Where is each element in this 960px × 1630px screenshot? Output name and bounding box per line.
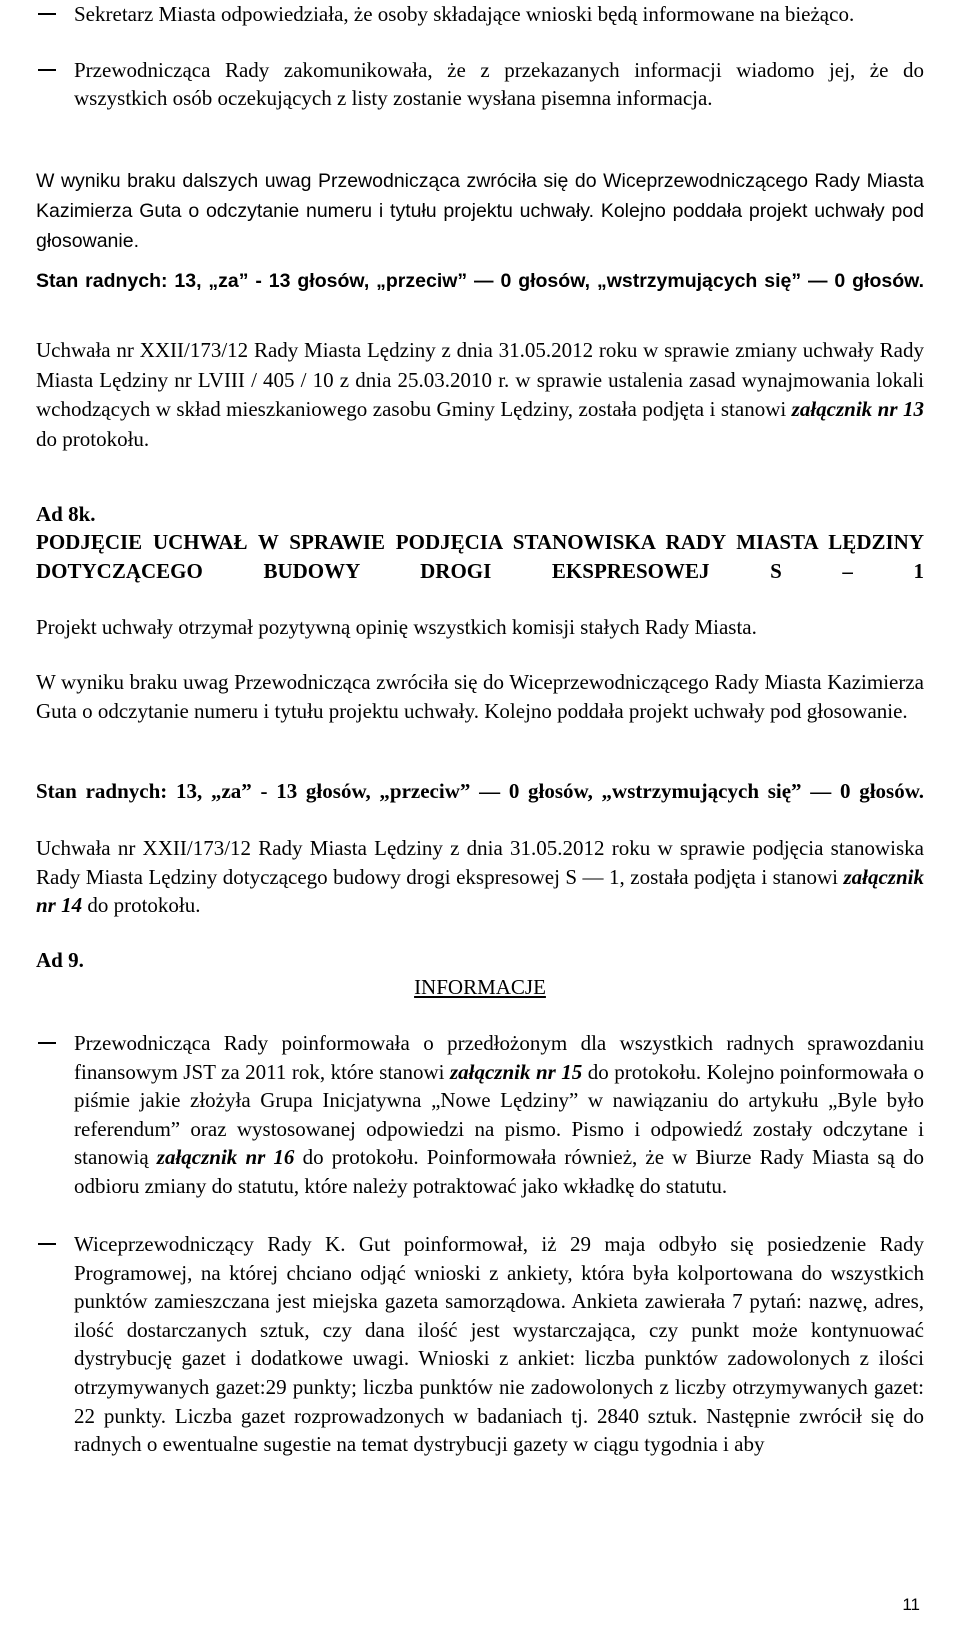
paragraph: W wyniku braku uwag Przewodnicząca zwróciła się do Wiceprzewodniczącego Rady Miasta Kazimierza Guta o odczytanie numeru i tytułu projektu uchwały. Kolejno poddała projekt uchwały pod głosowanie. xyxy=(36,670,924,723)
resolution-text: Uchwała nr XXII/173/12 Rady Miasta Lędziny z dnia 31.05.2012 roku w sprawie zmiany uchwały Rady Miasta Lędziny nr LVIII / 405 / 10 z dnia 25.03.2010 r. w sprawie ustalenia zasad wynajmowania lokali wchodzących w skład mieszkaniowego zasobu Gminy Lędziny, została podjęta i stanowi xyxy=(36,338,924,421)
section-title: PODJĘCIE UCHWAŁ W SPRAWIE PODJĘCIA STANOWISKA RADY MIASTA LĘDZINY DOTYCZĄCEGO BUDOWY DROGI EKSPRESOWEJ S – 1 xyxy=(36,530,924,583)
list-item xyxy=(36,1230,924,1459)
section-label: Ad 8k. xyxy=(36,502,96,526)
info-text: do protokołu. Kolejno poinformowała o piśmie jakie złożyła Grupa Inicjatywna „Nowe Lędziny” w nawiązaniu do artykułu „Byle było referendum” oraz wystosowanej odpowiedzi na pismo. Pismo i odpowiedź zostały odczytane i stanowią xyxy=(74,1059,924,1170)
resolution-paragraph xyxy=(36,336,924,454)
info-text: do protokołu. Poinformowała również, że w Biurze Rady Miasta są do odbioru zmiany do statutu, które należy potraktować jako wkładkę do statutu. xyxy=(74,1145,924,1198)
resolution-paragraph xyxy=(36,834,924,920)
attachment-ref: załącznik nr 15 xyxy=(449,1059,583,1084)
list-item xyxy=(36,1029,924,1201)
page-number: 11 xyxy=(902,1595,920,1614)
attachment-ref: załącznik nr 13 xyxy=(791,397,924,421)
list-item-text: Przewodnicząca Rady zakomunikowała, że z przekazanych informacji wiadomo jej, że do wszystkich osób oczekujących z listy zostanie wysłana pisemna informacja. xyxy=(74,58,924,110)
section-label: Ad 9. xyxy=(36,948,84,972)
vote-result: Stan radnych: 13, „za” - 13 głosów, „przeciw” — 0 głosów, „wstrzymujących się” — 0 głosów. xyxy=(36,779,924,803)
section-title: INFORMACJE xyxy=(414,975,546,999)
list-item-text xyxy=(74,1029,924,1201)
resolution-text: Uchwała nr XXII/173/12 Rady Miasta Lędziny z dnia 31.05.2012 roku w sprawie podjęcia stanowiska Rady Miasta Lędziny dotyczącego budowy drogi ekspresowej S — 1, została podjęta i stanowi xyxy=(36,836,924,889)
list-item-text: Sekretarz Miasta odpowiedziała, że osoby składające wnioski będą informowane na bieżąco. xyxy=(74,2,855,26)
attachment-ref: załącznik nr 14 xyxy=(36,864,924,917)
paragraph: Projekt uchwały otrzymał pozytywną opinię wszystkich komisji stałych Rady Miasta. xyxy=(36,615,757,639)
list-item xyxy=(36,0,924,28)
list-item-text: Wiceprzewodniczący Rady K. Gut poinformował, iż 29 maja odbyło się posiedzenie Rady Programowej, na której chciano odjąć wnioski z ankiety, która była kolportowana do wszystkich punktów zamieszczana jest miejska gazeta samorządowa. Ankieta zawierała 7 pytań: nazwę, adres, ilość dostarczanych sztuk, czy dana ilość jest wystarczająca, czy punkt może kontynuować dystrybucję gazet i dodatkowe uwagi. Wnioski z ankiet: liczba punktów zadowolonych z ilości otrzymywanych gazet:29 punkty; liczba punktów nie zadowolonych z liczby otrzymywanych gazet: 22 punkty. Liczba gazet rozprowadzonych w badaniach tj. 2840 sztuk. Następnie zwrócił się do radnych o ewentualne sugestie na temat dystrybucji gazety w ciągu tygodnia i aby xyxy=(74,1232,924,1457)
paragraph: W wyniku braku dalszych uwag Przewodnicząca zwróciła się do Wiceprzewodniczącego Rady Miasta Kazimierza Guta o odczytanie numeru i tytułu projektu uchwały. Kolejno poddała projekt uchwały pod głosowanie. xyxy=(36,170,924,252)
list-item xyxy=(36,56,924,112)
attachment-ref: załącznik nr 16 xyxy=(156,1145,295,1170)
resolution-end: do protokołu. xyxy=(36,426,150,451)
resolution-end: do protokołu. xyxy=(82,893,201,917)
info-text: Przewodnicząca Rady poinformowała o przedłożonym dla wszystkich radnych sprawozdaniu finansowym JST za 2011 rok, które stanowi xyxy=(74,1031,924,1084)
vote-result: Stan radnych: 13, „za” - 13 głosów, „przeciw” — 0 głosów, „wstrzymujących się” — 0 głosów. xyxy=(36,270,924,292)
